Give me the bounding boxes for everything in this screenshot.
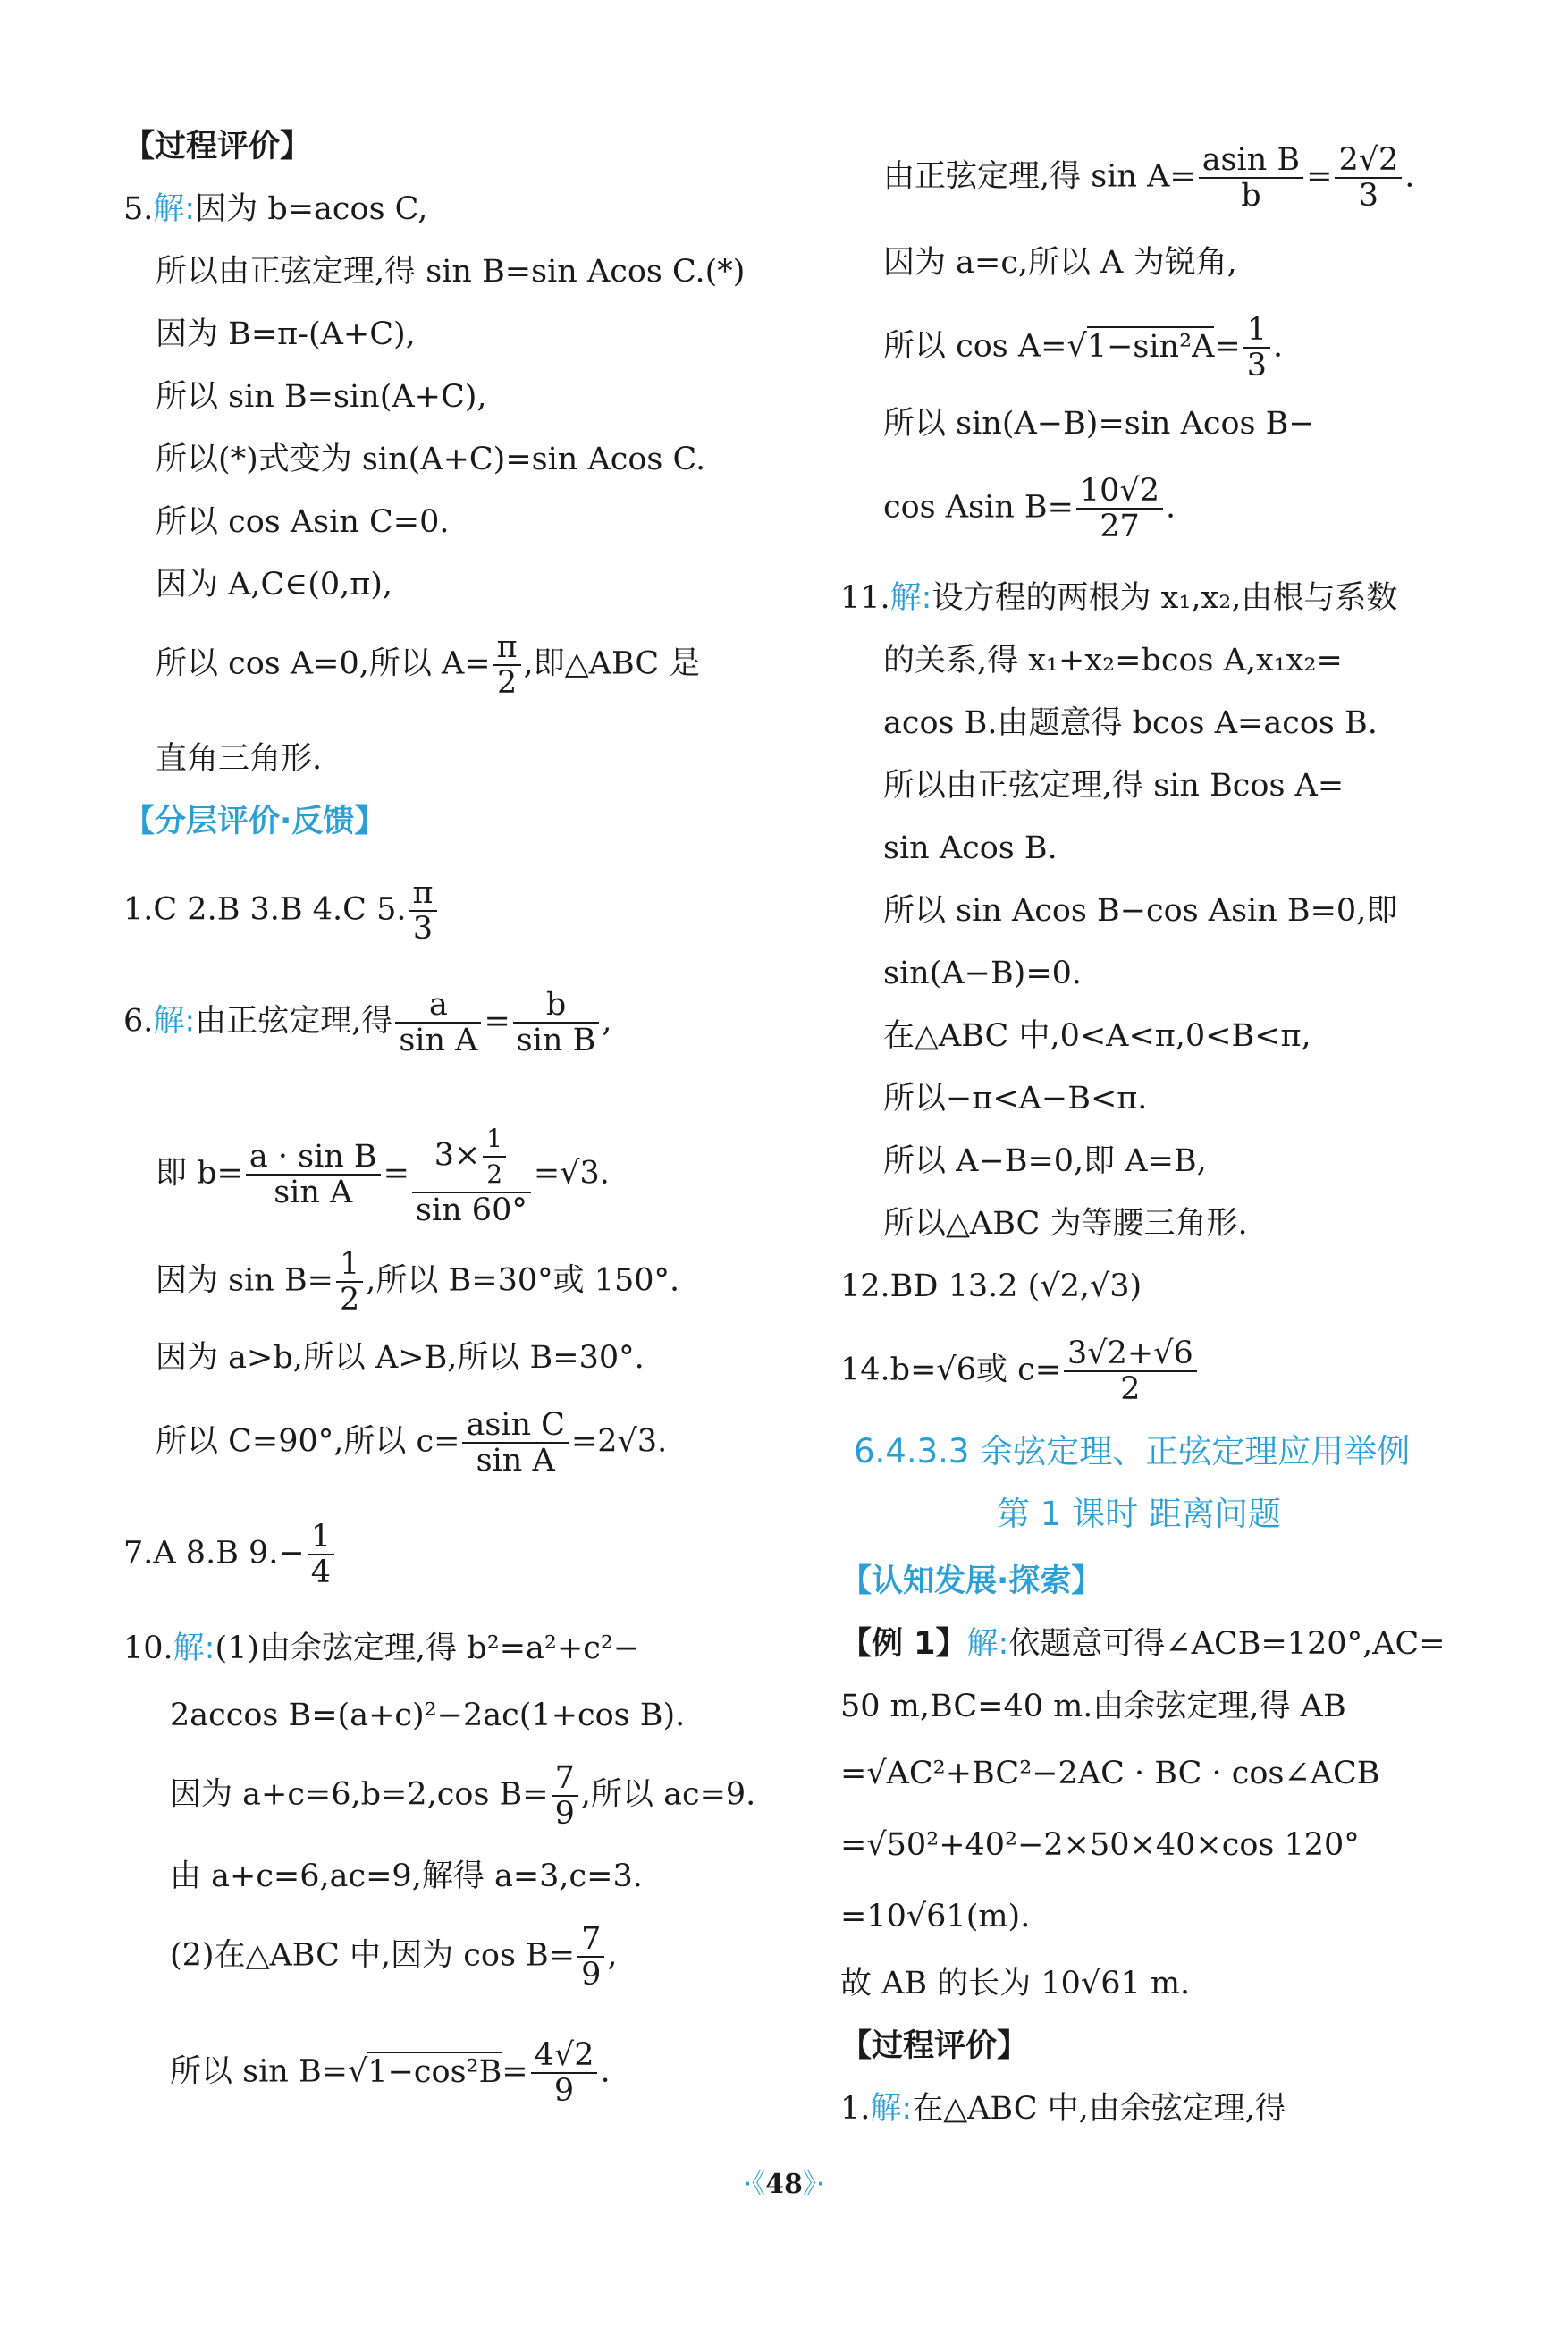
- ex1-line-2: 50 m,BC=40 m.由余弦定理,得 AB: [840, 1689, 1346, 1724]
- q11-line-10: 所以 A−B=0,即 A=B,: [883, 1143, 1207, 1179]
- q5-line-6: 所以 cos Asin C=0.: [156, 504, 450, 540]
- jie-label: 解:: [966, 1626, 1009, 1662]
- jie-label: 解:: [889, 580, 932, 616]
- q5-line-4: 所以 sin B=sin(A+C),: [156, 379, 487, 415]
- ex1-line-4: =√50²+40²−2×50×40×cos 120°: [840, 1827, 1360, 1863]
- q5-line-2: 所以由正弦定理,得 sin B=sin Acos C.(*): [156, 254, 746, 290]
- jie-label: 解:: [153, 191, 196, 227]
- q10-line-3: 因为 a+c=6,b=2,cos B= $\frac{7}{9}$ ,所以 ac=9.: [170, 1760, 756, 1832]
- fraction: $\frac{1}{3}$: [1243, 313, 1270, 383]
- fraction: $\frac{\text{a · sin B}}{\text{sin A}}$: [246, 1140, 381, 1209]
- fraction: $\frac{1}{2}$: [483, 1122, 506, 1192]
- q6-line-4: 因为 a>b,所以 A>B,所以 B=30°.: [156, 1340, 645, 1376]
- fraction: $\frac{\pi}{3}$: [409, 876, 436, 946]
- fraction: $\frac{7}{9}$: [577, 1922, 604, 1992]
- r-line-3: 所以 cos A=√1−sin²A= $\frac{1}{3}$ .: [883, 312, 1284, 383]
- jie-label: 解:: [870, 2091, 913, 2127]
- q11-line-7: sin(A−B)=0.: [883, 956, 1083, 991]
- page-number: ·《48》·: [743, 2169, 825, 2200]
- jie-label: 解:: [153, 1003, 196, 1040]
- page-number-deco-right: 》·: [802, 2169, 825, 2200]
- q5-line-7: 因为 A,C∈(0,π),: [156, 567, 393, 603]
- fraction: $\frac{7}{9}$: [552, 1761, 578, 1831]
- ex1-line-3: =√AC²+BC²−2AC · BC · cos∠ACB: [840, 1756, 1380, 1791]
- lesson-title: 第 1 课时 距离问题: [997, 1495, 1281, 1533]
- r-line-4: 所以 sin(A−B)=sin Acos B−: [883, 406, 1315, 442]
- section-renzhi-fazhan: 【认知发展·探索】: [840, 1563, 1103, 1599]
- section-title: 6.4.3.3 余弦定理、正弦定理应用举例: [854, 1432, 1411, 1471]
- q10-line-6: 所以 sin B=√1−cos²B= $\frac{4√2}{9}$ .: [170, 2037, 611, 2109]
- sqrt-radicand: 1−sin²A: [1087, 326, 1215, 365]
- answers-12-13: 12.BD 13.2 (√2,√3): [840, 1268, 1142, 1304]
- section-guocheng-pingjia-2: 【过程评价】: [840, 2028, 1029, 2064]
- answers-7-9: 7.A 8.B 9.− $\frac{1}{4}$: [123, 1520, 337, 1589]
- q11-line-9: 所以−π<A−B<π.: [883, 1081, 1148, 1117]
- jie-label: 解:: [173, 1631, 215, 1666]
- q6-line-1: 6.解:由正弦定理,得 $\frac{a}{\text{sin A}}$ = $\frac{b}{\text{sin B}}$ ,: [123, 987, 612, 1058]
- ex1-line-1: 【例 1】解:依题意可得∠ACB=120°,AC=: [840, 1626, 1446, 1662]
- fraction: $\frac{2√2}{3}$: [1335, 143, 1402, 213]
- answers-1-5: 1.C 2.B 3.B 4.C 5. $\frac{\pi}{3}$: [123, 876, 440, 946]
- fraction: $\frac{1}{4}$: [308, 1520, 334, 1589]
- q5-line-8: 所以 cos A=0,所以 A= $\frac{\pi}{2}$ ,即△ABC 是: [156, 629, 701, 701]
- ex1-line-6: 故 AB 的长为 10√61 m.: [840, 1966, 1191, 2002]
- section-fenceng-pingjia: 【分层评价·反馈】: [123, 804, 386, 839]
- q11-line-4: 所以由正弦定理,得 sin Bcos A=: [883, 768, 1345, 804]
- r-line-5: cos Asin B= $\frac{10√2}{27}$ .: [883, 473, 1176, 544]
- fraction: $\frac{3√2+√6}{2}$: [1064, 1336, 1197, 1406]
- q11-line-1: 11.解:设方程的两根为 x₁,x₂,由根与系数: [840, 580, 1398, 616]
- q10-line-1: 10.解:(1)由余弦定理,得 b²=a²+c²−: [123, 1631, 640, 1666]
- q11-line-3: acos B.由题意得 bcos A=acos B.: [883, 705, 1378, 741]
- q6-line-3: 因为 sin B= $\frac{1}{2}$ ,所以 B=30°或 150°.: [156, 1246, 680, 1318]
- answer-14: 14.b=√6或 c= $\frac{3√2+√6}{2}$: [840, 1336, 1200, 1406]
- q5-line-3: 因为 B=π-(A+C),: [156, 316, 416, 352]
- q11-line-11: 所以△ABC 为等腰三角形.: [883, 1206, 1248, 1242]
- fraction: $\frac{b}{\text{sin B}}$: [513, 988, 600, 1058]
- section-guocheng-pingjia: 【过程评价】: [123, 129, 312, 164]
- fraction: $\frac{\text{asin C}}{\text{sin A}}$: [462, 1408, 568, 1478]
- q10-line-5: (2)在△ABC 中,因为 cos B= $\frac{7}{9}$ ,: [170, 1921, 618, 1993]
- q5-line-9: 直角三角形.: [156, 741, 323, 777]
- sqrt-radicand: 1−cos²B: [367, 2052, 502, 2090]
- fraction: $\frac{1}{2}$: [336, 1247, 363, 1317]
- q11-line-6: 所以 sin Acos B−cos Asin B=0,即: [883, 893, 1398, 929]
- q5-line-1: 5.解:因为 b=acos C,: [123, 191, 428, 227]
- q6-line-5: 所以 C=90°,所以 c= $\frac{\text{asin C}}{\text{sin A}}$ =2√3.: [156, 1407, 668, 1479]
- r-line-1: 由正弦定理,得 sin A= $\frac{\text{asin B}}{b}$ = $\frac{2√2}{3}$ .: [883, 142, 1415, 214]
- fraction: $\frac{10√2}{27}$: [1076, 474, 1163, 544]
- q6-line-2: 即 b= $\frac{\text{a · sin B}}{\text{sin A}}$ = 3× $\frac{1}{2}$ sin 60° =√3.: [156, 1124, 610, 1228]
- q11-line-8: 在△ABC 中,0<A<π,0<B<π,: [883, 1018, 1311, 1054]
- page-number-deco-left: ·《: [743, 2169, 766, 2200]
- compound-fraction: 3× $\frac{1}{2}$ sin 60°: [412, 1122, 531, 1227]
- fraction: $\frac{a}{\text{sin A}}$: [395, 988, 481, 1058]
- q10-line-4: 由 a+c=6,ac=9,解得 a=3,c=3.: [170, 1858, 643, 1894]
- ex1-line-5: =10√61(m).: [840, 1899, 1031, 1934]
- fraction: $\frac{\text{asin B}}{b}$: [1199, 143, 1303, 213]
- q1-line-1: 1.解:在△ABC 中,由余弦定理,得: [840, 2091, 1286, 2127]
- q5-line-5: 所以(*)式变为 sin(A+C)=sin Acos C.: [156, 442, 706, 477]
- r-line-2: 因为 a=c,所以 A 为锐角,: [883, 245, 1237, 281]
- q11-line-2: 的关系,得 x₁+x₂=bcos A,x₁x₂=: [883, 643, 1343, 678]
- q10-line-2: 2accos B=(a+c)²−2ac(1+cos B).: [170, 1698, 686, 1733]
- fraction: $\frac{\pi}{2}$: [493, 630, 521, 700]
- fraction: $\frac{4√2}{9}$: [531, 2038, 598, 2108]
- q11-line-5: sin Acos B.: [883, 830, 1058, 866]
